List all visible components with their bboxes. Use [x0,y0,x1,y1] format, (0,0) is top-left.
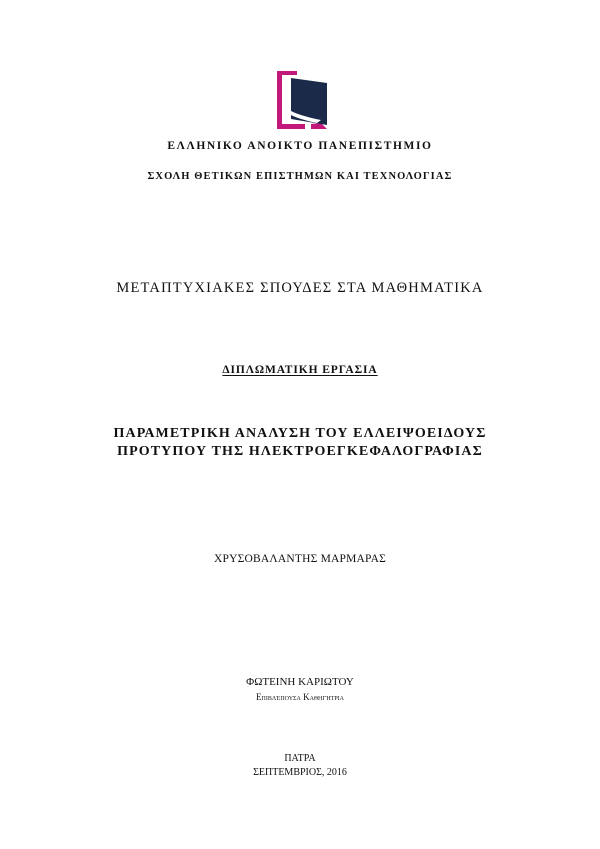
thesis-type-heading [0,364,600,376]
university-name: ΕΛΛΗΝΙΚΟ ΑΝΟΙΚΤΟ ΠΑΝΕΠΙΣΤΗΜΙΟ [167,140,433,152]
supervisor-role: Επιβλέπουσα Καθηγήτρια [255,692,345,702]
thesis-title [0,425,600,461]
thesis-title-line-2: ΠΡΟΤΥΠΟΥ ΤΗΣ ΗΛΕΚΤΡΟΕΓΚΕΦΑΛΟΓΡΑΦΙΑΣ [117,444,483,459]
date: ΣΕΠΤΕΜΒΡΙΟΣ, 2016 [253,767,347,778]
program-name: ΜΕΤΑΠΤΥΧΙΑΚΕΣ ΣΠΟΥΔΕΣ ΣΤΑ ΜΑΘΗΜΑΤΙΚΑ [116,280,484,296]
city: ΠΑΤΡΑ [284,753,316,764]
author-name: ΧΡΥΣΟΒΑΛΑΝΤΗΣ ΜΑΡΜΑΡΑΣ [213,553,387,565]
thesis-type-label: ΔΙΠΛΩΜΑΤΙΚΗ ΕΡΓΑΣΙΑ [222,364,378,376]
supervisor-name: ΦΩΤΕΙΝΗ ΚΑΡΙΩΤΟΥ [246,676,354,688]
thesis-title-line-1: ΠΑΡΑΜΕΤΡΙΚΗ ΑΝΑΛΥΣΗ ΤΟΥ ΕΛΛΕΙΨΟΕΙΔΟΥΣ [113,426,487,441]
university-logo-icon [277,71,327,129]
school-name: ΣΧΟΛΗ ΘΕΤΙΚΩΝ ΕΠΙΣΤΗΜΩΝ ΚΑΙ ΤΕΧΝΟΛΟΓΙΑΣ [147,171,453,182]
